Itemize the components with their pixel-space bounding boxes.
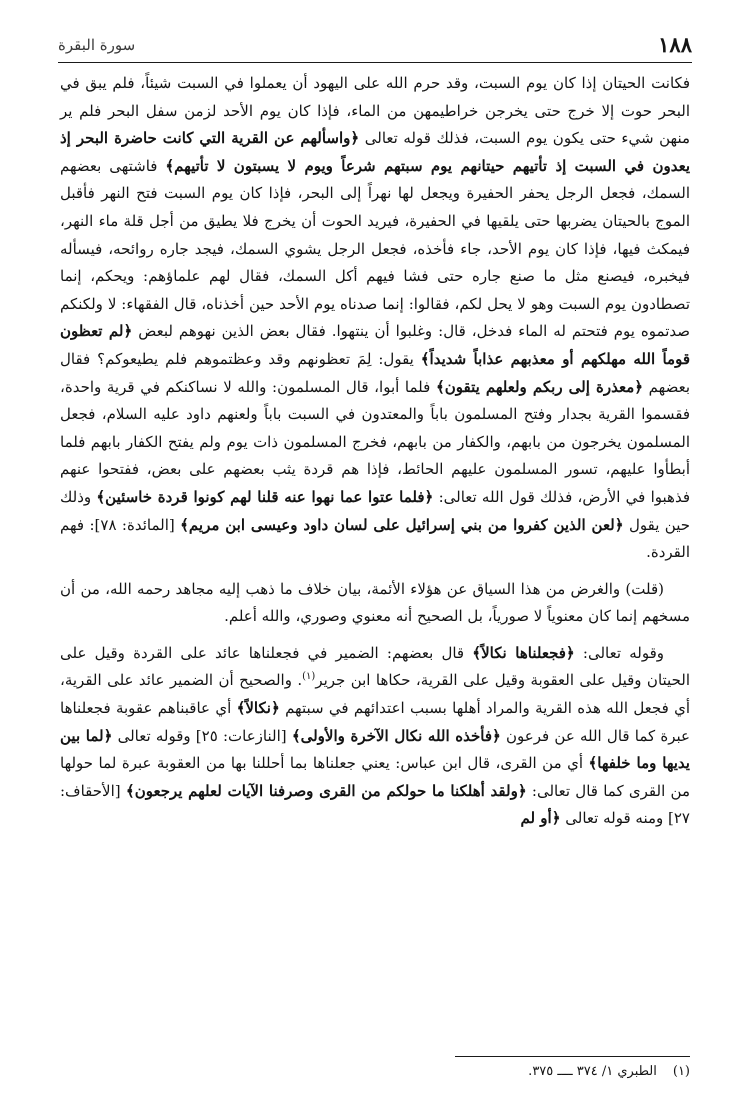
text-run: (قلت) والغرض من هذا السياق عن هؤلاء الأئمة، بيان خلاف ما ذهب إليه مجاهد رحمه الله، من أن مسخهم إنما كان معنوياً لا صورياً، بل الصحيح أنه معنوي وصوري، والله أعلم. xyxy=(60,579,690,626)
page-header xyxy=(58,26,692,63)
text-run: فكانت الحيتان إذا كان يوم السبت، وقد حرم الله على اليهود أن يعملوا في السبت شيئاً، فلم يبق في البحر حوت إلا خرج حتى يخرجن خراطيمهن من الماء، فإذا كان يوم الأحد لزمن سفل البحر فلم ير منهن شيء حتى يكون يوم السبت، فذلك قوله تعالى xyxy=(60,74,690,148)
text-run: قال بعضهم: الضمير في فجعلناها عائد على القردة وقيل على الحيتان وقيل على العقوبة وقيل على القرية، حكاها ابن جرير xyxy=(60,643,690,690)
quran-verse: ﴿واسألهم عن القرية التي كانت حاضرة البحر إذ يعدون في السبت إذ تأتيهم حيتانهم يوم سبتهم شرعاً ويوم لا يسبتون لا تأتيهم﴾ xyxy=(60,129,690,175)
page-number: ١٨٨ xyxy=(658,32,692,57)
text-run: [المائدة: ٧٨]: فهم القردة. xyxy=(60,515,690,562)
text-run: فلما أبوا، قال المسلمون: والله لا نساكنكم في قرية واحدة، فقسموا القرية بجدار وفتح المسلمون باباً والمعتدون في السبت باباً ولعنهم داود عليه السلام، فجعل المسلمون يخرجون من بابهم، والكفار من بابهم، فخرج المسلمون ذات يوم ولم يفتح الكفار بابهم فلما أبطأوا عليهم، تسور المسلمون عليهم الحائط، فإذا هم قردة يثب بعضهم على بعض، ففتحوا عنهم فذهبوا في الأرض، فذلك قول الله تعالى: xyxy=(60,377,690,506)
footnote xyxy=(60,1062,690,1082)
footnote-marker: (١) xyxy=(672,1064,690,1079)
quran-verse: ﴿ولقد أهلكنا ما حولكم من القرى وصرفنا الآيات لعلهم يرجعون﴾ xyxy=(125,781,527,800)
quran-verse: ﴿نكالاً﴾ xyxy=(236,699,280,718)
text-run: فاشتهى بعضهم السمك، فجعل الرجل يحفر الحفيرة ويجعل لها نهراً إلى البحر، فإذا كان يوم السبت فتح النهر فأقبل الموج بالحيتان يضربها حتى يلقيها في الحفيرة، فيريد الحوت أن يخرج فلا يطيق من أجل قلة ماء النهر، فيمكث فيها، فإذا كان يوم الأحد، جاء فأخذه، فجعل الرجل يشوي السمك، فيجد جاره روائحه، فيسأله فيخبره، فيصنع مثل ما صنع جاره حتى فشا فيهم أكل السمك، فقال لهم علماؤهم: ويحكم، إنما تصطادون يوم السبت وهو لا يحل لكم، فقالوا: إنما صدناه يوم الأحد حين أخذناه، قال الفقهاء: لا ولكنكم صدتموه يوم فتحتم له الماء فدخل، قال: وغلبوا أن ينتهوا. فقال بعض الذين نهوهم لبعض xyxy=(60,156,690,341)
footnote-reference[interactable]: (١) xyxy=(302,671,316,683)
text-run: [النازعات: ٢٥] وقوله تعالى xyxy=(112,726,292,745)
text-run: وقوله تعالى: xyxy=(574,643,664,662)
footnote-text: الطبري ١/ ٣٧٤ ــــ ٣٧٥. xyxy=(528,1064,657,1079)
quran-verse: ﴿لم تعظون قوماً الله مهلكهم أو معذبهم عذاباً شديداً﴾ xyxy=(60,322,691,368)
quran-verse: ﴿أو لم xyxy=(520,809,561,828)
quran-verse: ﴿فأخذه الله نكال الآخرة والأولى﴾ xyxy=(291,726,501,745)
quran-verse: ﴿معذرة إلى ربكم ولعلهم يتقون﴾ xyxy=(435,377,644,396)
main-text xyxy=(60,70,690,833)
text-run: أي عاقبناهم عقوبة فجعلناها عبرة كما قال الله عن فرعون xyxy=(60,699,690,745)
text-run: . والصحيح أن الضمير عائد على القرية، أي فجعل الله هذه القرية والمراد أهلها بسبب اعتدائهم في سبتهم xyxy=(60,671,691,718)
paragraph xyxy=(60,576,690,631)
paragraph xyxy=(60,640,690,833)
footnote-divider xyxy=(455,1056,690,1057)
text-run: [الأحقاف: ٢٧] ومنه قوله تعالى xyxy=(60,781,690,828)
quran-verse: ﴿لما بين يديها وما خلفها﴾ xyxy=(60,726,690,773)
paragraph xyxy=(60,70,690,567)
text-run: يقول: لِمَ تعظونهم وقد وعظتموهم فلم يطيعوكم؟ فقال بعضهم xyxy=(60,349,691,396)
running-title: سورة البقرة xyxy=(58,36,136,54)
quran-verse: ﴿لعن الذين كفروا من بني إسرائيل على لسان داود وعيسى ابن مريم﴾ xyxy=(180,515,624,534)
text-run: أي من القرى، قال ابن عباس: يعني جعلناها بما أحللنا بها من العقوبة عبرة لما حولها من القرى كما قال تعالى: xyxy=(60,754,690,800)
text-run: وذلك حين يقول xyxy=(60,487,690,534)
quran-verse: ﴿فجعلناها نكالاً﴾ xyxy=(472,643,575,662)
quran-verse: ﴿فلما عتوا عما نهوا عنه قلنا لهم كونوا قردة خاسئين﴾ xyxy=(96,487,434,506)
